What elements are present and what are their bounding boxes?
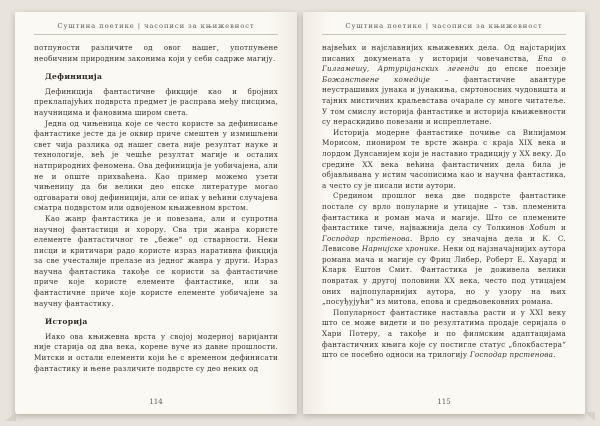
- paragraph: Иако ова књижевна врста у својој модерној варијанти није старија од два века, корене вуче из давне прошлости. Митски и остали елементи који ће с временом дефинисати фантастику и њене различите подврсте су део неких од: [34, 331, 278, 373]
- italic-text-run: Хобит: [529, 223, 556, 233]
- italic-text-run: Божанствене комедије: [322, 74, 431, 84]
- section-heading-definition: Дефиниција: [45, 72, 103, 82]
- paragraph: [322, 308, 566, 361]
- italic-text-run: Господар прстенова: [322, 233, 410, 243]
- text-run: . Неки од најзначајнијих аутора романа мача и магије су Фриц Либер, Роберт Е. Хауард и Кларк Ештон Смит. Фантастика је доживела велики повратак у другој половини XX века, често под утицајем оних најпопуларнијих аутора, но у узору на њих „посуђујући“ из митова, епова и средњовековних романа.: [322, 244, 566, 307]
- paragraph: [322, 191, 566, 308]
- section-heading-history: Историја: [45, 317, 88, 327]
- page-number-left: 114: [149, 398, 163, 406]
- text-run: Популарност фантастике наставља расти и у XXI веку што се може видети и по резултатима продаје серијала о Хари Потеру, а такође и по филмским адаптацијама фантастичних књига које су постигле статус „блокбастера“ што се посебно односи на трилогију: [322, 307, 566, 360]
- paragraph: потпуности различите од овог нашег, употпуњене необичним природним законима који у себи садрже магију.: [34, 43, 278, 63]
- page-right-body: [322, 43, 566, 394]
- paragraph: Дефиниција фантастичне фикције као и бројних преклапајућих подврста предмет је расправа међу писцима, научницима и фановима широм света.: [34, 86, 278, 117]
- italic-text-run: Господар прстенова: [469, 350, 554, 360]
- page-left: [15, 12, 297, 414]
- running-header: Суштина поетике | часописи за књижевност: [322, 22, 566, 35]
- paragraph: Једна од чињеница које се често користе за дефинисање фантастике јесте да је оквир приче смештен у измишљени свет чија разлика од нашег света није резултат науке и технологије, већ је чешће резултат магије и осталих натприродних феномена. Ова дефиниција је уобичајена, али не и опште прихваћена. Као пример можемо узети чињеницу да би велики део епске литературе могао одговарати овој дефиницији, али се ипак у већини случајева сматра подврстом или одвојеном књижевном врстом.: [34, 118, 278, 213]
- paragraph: Као жанр фантастика је и повезана, али и супротна научној фантастици и хорору. Сва три жанра користе елементе фантастичног те „беже“ од стварности. Неки писци и критичари радо користе израз наративна фикција за све учесталије прелазе из једног жанра у други. Израз научна фантастика такође се користи за фантастичне приче које користе елементе фантастике, или за фантастичне приче које користе елементе уобичајене за научну фантастику.: [34, 213, 278, 308]
- page-number-right: 115: [437, 398, 451, 406]
- text-run: до епске поезије: [479, 64, 566, 74]
- italic-text-run: Нарнијске хронике: [361, 244, 438, 254]
- text-run: .: [553, 350, 556, 360]
- page-turn-corner-left[interactable]: [5, 412, 16, 421]
- page-turn-corner-right[interactable]: [584, 412, 595, 421]
- page-right: [303, 12, 585, 414]
- italic-text-run: Епа о Гилгамешу, Артуријанских легенди: [322, 53, 566, 74]
- text-run: Средином прошлог века две подврсте фантастике постале су врло популарне и утицајне – тзв. племенита фантастика и роман мача и магије. Што се племените фантастике тиче, најважнија дела су Толкинов: [322, 191, 566, 233]
- text-run: и: [555, 223, 566, 233]
- page-left-body: [34, 43, 278, 394]
- paragraph: [322, 43, 566, 128]
- paragraph: Историја модерне фантастике почиње са Вилијамом Морисом, пиониром те врсте жанра с краја XIX века и лордом Дунсанијем који је наставио традицију у XX веку. До средине XX века већина фантастичних дела била је објављивана у истим часописима као и научна фантастика, а често су је писали исти аутори.: [322, 127, 566, 190]
- text-run: највећих и најславнијих књижевних дела. Од најстаријих писаних докумената у историји човечанства,: [322, 43, 566, 63]
- running-header: Суштина поетике | часописи за књижевност: [34, 22, 278, 35]
- text-run: . Врло су значајна дела и К. С. Левисове: [322, 233, 566, 254]
- text-run: – фантастичне авантуре неустрашивих јунака и јунакиња, смртоносних чудовишта и тајних мистичних краљевстава очарале су многе читатеље. У том смислу историја фантастике и историја књижевности су нераскидиво повезани и испреплетане.: [322, 74, 566, 127]
